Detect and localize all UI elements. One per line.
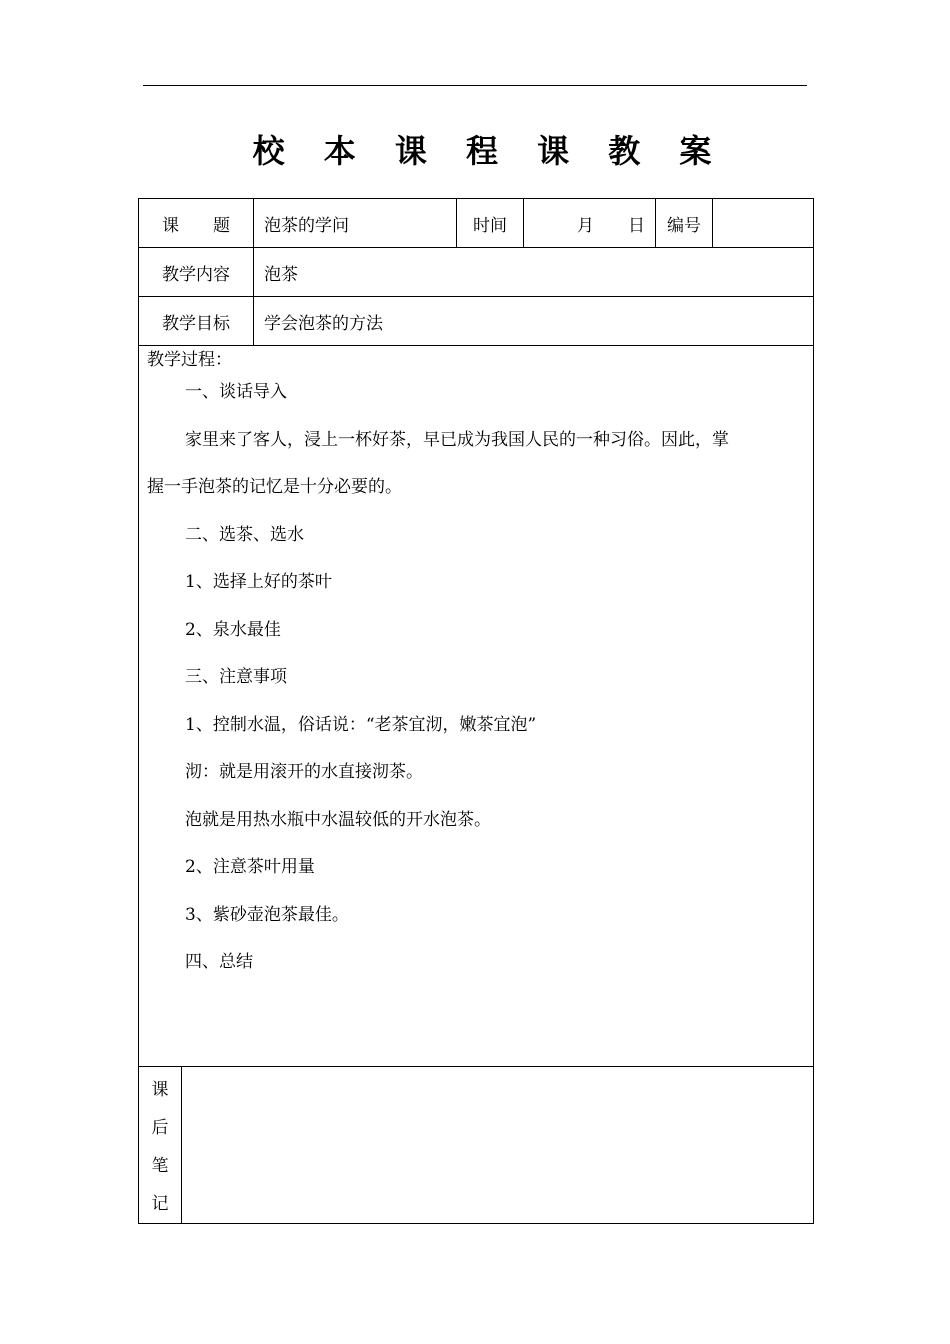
lesson-plan-table — [138, 198, 814, 1224]
process-line: 3、紫砂壶泡茶最佳。 — [185, 904, 349, 925]
content-value: 泡茶 — [254, 248, 814, 297]
process-line: 四、总结 — [185, 952, 253, 972]
notes-value — [182, 1067, 814, 1224]
notes-label-char: 课 — [151, 1080, 169, 1100]
header-rule — [143, 85, 807, 86]
date-value: 月 日 — [524, 199, 656, 248]
process-line: 沏：就是用滚开的水直接沏茶。 — [185, 762, 423, 782]
notes-row — [139, 1067, 814, 1224]
content-row — [139, 248, 814, 297]
process-heading: 教学过程： — [147, 350, 232, 370]
process-row — [139, 346, 814, 1067]
process-line: 2、泉水最佳 — [185, 619, 281, 640]
number-value — [713, 199, 814, 248]
goal-label: 教学目标 — [139, 297, 254, 346]
notes-label-char: 后 — [151, 1118, 169, 1138]
process-line: 1、控制水温，俗话说：“老茶宜沏，嫩茶宜泡” — [185, 714, 537, 735]
process-line: 2、注意茶叶用量 — [185, 857, 315, 877]
process-line: 一、谈话导入 — [185, 382, 287, 402]
topic-row — [139, 199, 814, 248]
topic-label: 课 题 — [139, 199, 254, 248]
process-line: 二、选茶、选水 — [185, 524, 304, 545]
process-line: 握一手泡茶的记忆是十分必要的。 — [147, 477, 402, 497]
process-line: 家里来了客人，浸上一杯好茶，早已成为我国人民的一种习俗。因此，掌 — [185, 429, 729, 450]
goal-row — [139, 297, 814, 346]
process-cell — [139, 346, 814, 1067]
goal-value: 学会泡茶的方法 — [254, 297, 814, 346]
page-title: 校 本 课 程 课 教 案 — [252, 132, 726, 170]
time-label: 时间 — [457, 199, 524, 248]
notes-label — [139, 1067, 182, 1224]
notes-label-char: 笔 — [151, 1156, 169, 1176]
process-line: 1、选择上好的茶叶 — [185, 572, 332, 592]
number-label: 编号 — [656, 199, 713, 248]
notes-label-char: 记 — [151, 1194, 169, 1214]
process-line: 三、注意事项 — [185, 667, 287, 687]
content-label: 教学内容 — [139, 248, 254, 297]
topic-value: 泡茶的学问 — [254, 199, 457, 248]
process-line: 泡就是用热水瓶中水温较低的开水泡茶。 — [185, 809, 491, 830]
